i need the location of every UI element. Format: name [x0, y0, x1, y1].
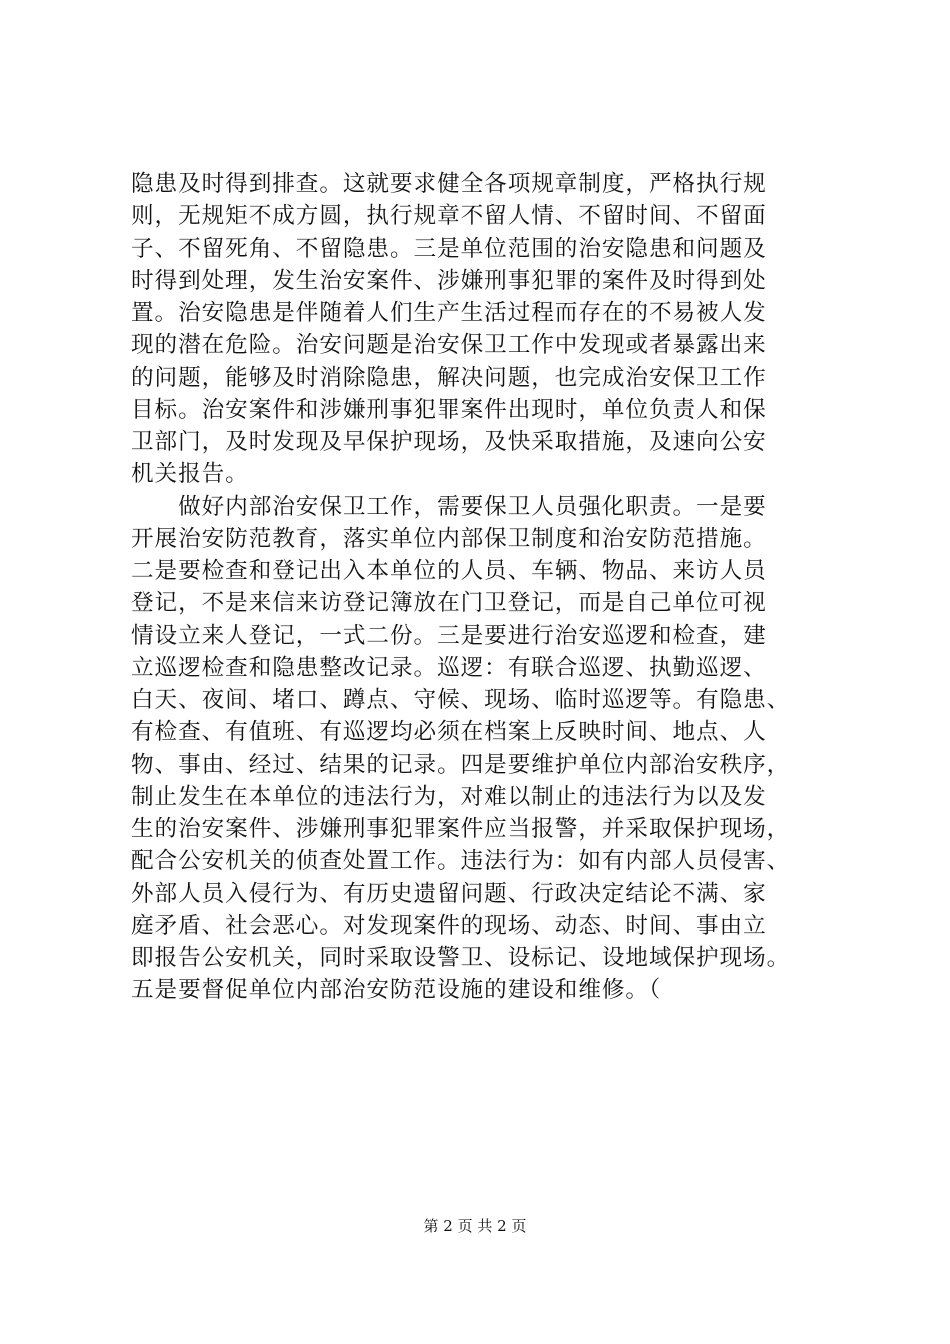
text-line: 开展治安防范教育，落实单位内部保卫制度和治安防范措施。	[131, 525, 767, 552]
text-line: 目标。治安案件和涉嫌刑事犯罪案件出现时，单位负责人和保	[131, 396, 767, 423]
text-line: 机关报告。	[131, 461, 249, 488]
text-line: 五是要督促单位内部治安防范设施的建设和维修。（	[131, 977, 662, 1004]
text-line: 有检查、有值班、有巡逻均必须在档案上反映时间、地点、人	[131, 719, 767, 746]
text-line: 情设立来人登记，一式二份。三是要进行治安巡逻和检查，建	[131, 622, 767, 649]
text-line: 二是要检查和登记出入本单位的人员、车辆、物品、来访人员	[131, 558, 767, 584]
text-line: 的问题，能够及时消除隐患，解决问题，也完成治安保卫工作	[131, 364, 767, 391]
text-line: 则，无规矩不成方圆，执行规章不留人情、不留时间、不留面	[131, 203, 767, 230]
text-line: 庭矛盾、社会恶心。对发现案件的现场、动态、时间、事由立	[131, 912, 767, 939]
text-line: 制止发生在本单位的违法行为，对难以制止的违法行为以及发	[131, 783, 767, 810]
text-line: 隐患及时得到排查。这就要求健全各项规章制度，严格执行规	[131, 171, 767, 197]
body-text	[131, 168, 851, 1007]
text-line: 生的治安案件、涉嫌刑事犯罪案件应当报警，并采取保护现场，	[131, 816, 791, 842]
text-line: 外部人员入侵行为、有历史遗留问题、行政决定结论不满、家	[131, 880, 767, 907]
text-line: 置。治安隐患是伴随着人们生产生活过程而存在的不易被人发	[131, 300, 767, 326]
text-line: 现的潜在危险。治安问题是治安保卫工作中发现或者暴露出来	[131, 332, 767, 359]
text-line: 登记，不是来信来访登记簿放在门卫登记，而是自己单位可视	[131, 590, 767, 617]
text-line: 物、事由、经过、结果的记录。四是要维护单位内部治安秩序，	[131, 751, 791, 778]
text-line: 做好内部治安保卫工作，需要保卫人员强化职责。一是要	[131, 493, 767, 520]
text-line: 子、不留死角、不留隐患。三是单位范围的治安隐患和问题及	[131, 235, 767, 262]
page-footer: 第 2 页 共 2 页	[423, 1217, 527, 1235]
text-line: 立巡逻检查和隐患整改记录。巡逻：有联合巡逻、执勤巡逻、	[131, 654, 767, 681]
text-line: 白天、夜间、堵口、蹲点、守候、现场、临时巡逻等。有隐患、	[131, 687, 791, 713]
text-line: 时得到处理，发生治安案件、涉嫌刑事犯罪的案件及时得到处	[131, 267, 767, 294]
text-line: 配合公安机关的侦查处置工作。违法行为：如有内部人员侵害、	[131, 848, 791, 875]
text-line: 卫部门，及时发现及早保护现场，及快采取措施，及速向公安	[131, 429, 767, 455]
text-line: 即报告公安机关，同时采取设警卫、设标记、设地域保护现场。	[131, 945, 791, 971]
